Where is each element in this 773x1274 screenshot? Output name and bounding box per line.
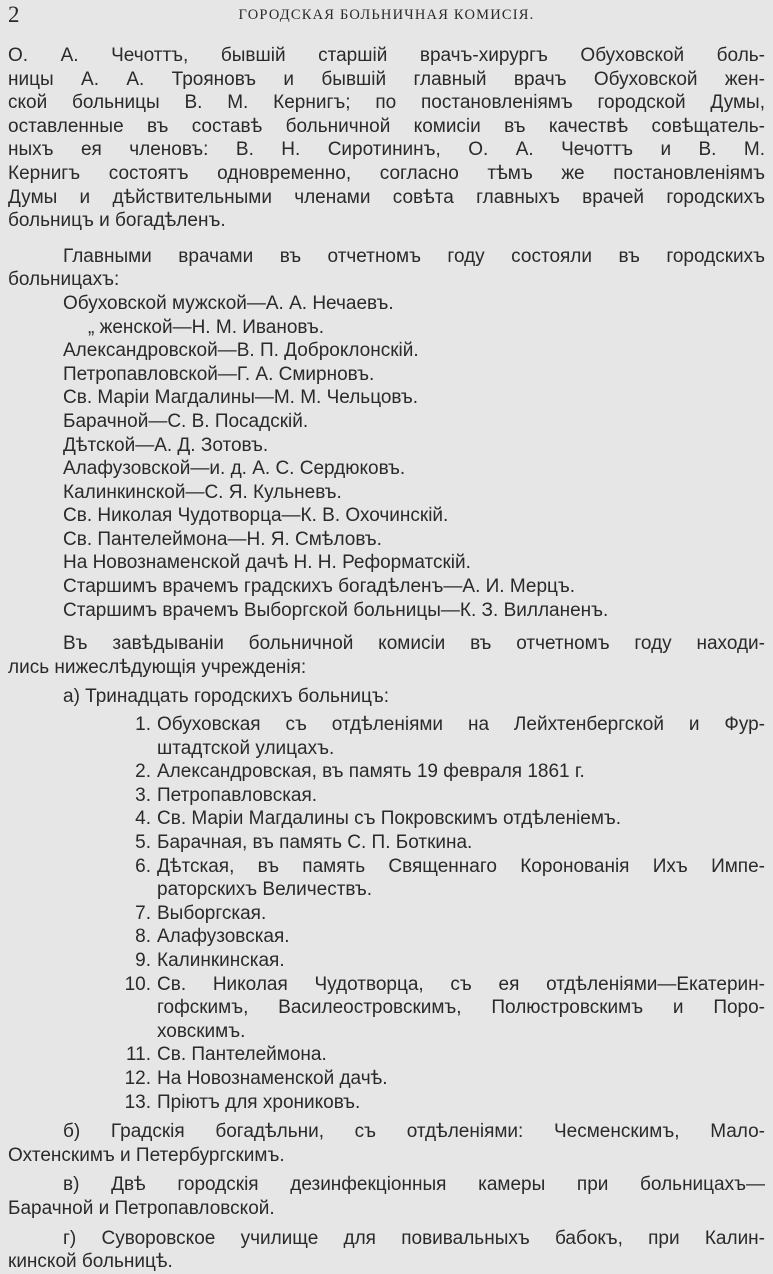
list-item: Алафузовской—и. д. А. С. Сердюковъ. bbox=[63, 458, 406, 480]
item-text: Дѣтская, въ память Священнаго Коронованія Ихъ Импе- bbox=[157, 855, 765, 877]
list-item bbox=[8, 784, 765, 808]
list-item bbox=[8, 1067, 765, 1091]
text-line: лись нижеслѣдующія учрежденія: bbox=[8, 656, 307, 678]
text-line: ницы А. А. Трояновъ и бывшій главный врачъ Обуховской жен- bbox=[8, 68, 765, 90]
list-item: Обуховской мужской—А. А. Нечаевъ. bbox=[63, 292, 394, 314]
list-item: Св. Николая Чудотворца—К. В. Охочинскій. bbox=[63, 505, 449, 527]
item-number: 11. bbox=[125, 1044, 151, 1066]
section-b bbox=[8, 1120, 765, 1167]
item-text: Св. Пантелеймона. bbox=[157, 1044, 327, 1066]
item-text-continued: гофскимъ, Василеостровскимъ, Полюстровскимъ и Поро- bbox=[157, 997, 765, 1019]
list-item: Барачной—С. В. Посадскій. bbox=[63, 410, 309, 432]
text-line: О. А. Чечоттъ, бывшій старшій врачъ-хирургъ Обуховской боль- bbox=[8, 45, 765, 66]
page-header bbox=[8, 2, 765, 32]
list-item bbox=[8, 1091, 765, 1115]
list-item bbox=[8, 902, 765, 926]
list-item: „ женской—Н. М. Ивановъ. bbox=[88, 316, 325, 338]
text-line: г) Суворовское училище для повивальныхъ бабокъ, при Калин- bbox=[63, 1227, 765, 1249]
text-line: ской больницы В. М. Кернигъ; по постановленіямъ городской Думы, bbox=[8, 92, 765, 114]
list-item: Старшимъ врачемъ градскихъ богадѣленъ—А. И. Мерцъ. bbox=[63, 576, 576, 598]
item-text: Калинкинская. bbox=[157, 949, 285, 971]
item-text-continued: штадтской улицахъ. bbox=[157, 737, 335, 759]
item-number: 8. bbox=[135, 926, 151, 948]
list-item bbox=[8, 973, 765, 997]
hospitals-list bbox=[8, 713, 765, 1114]
page-number: 2 bbox=[8, 2, 20, 27]
paragraph-commission-members bbox=[8, 44, 765, 233]
list-item: Петропавловской—Г. А. Смирновъ. bbox=[63, 363, 375, 385]
page-body bbox=[8, 44, 765, 1274]
section-g bbox=[8, 1227, 765, 1274]
item-number: 1. bbox=[135, 714, 151, 736]
item-text: Св. Николая Чудотворца, съ ея отдѣленіями—Екатерин- bbox=[157, 973, 765, 995]
item-number: 4. bbox=[135, 808, 151, 830]
list-item: Св. Маріи Магдалины—М. М. Чельцовъ. bbox=[63, 387, 419, 409]
item-text: Выборгская. bbox=[157, 902, 267, 924]
list-item bbox=[8, 807, 765, 831]
text-line: Въ завѣдываніи больничной комисіи въ отчетномъ году находи- bbox=[63, 633, 765, 655]
item-text: Св. Маріи Магдалины съ Покровскимъ отдѣленіемъ. bbox=[157, 808, 622, 830]
item-number: 2. bbox=[135, 761, 151, 783]
item-text-continued: раторскихъ Величествъ. bbox=[157, 879, 373, 901]
section-v bbox=[8, 1173, 765, 1220]
item-number: 3. bbox=[135, 784, 151, 806]
item-number: 6. bbox=[135, 855, 151, 877]
text-line: Барачной и Петропавловской. bbox=[8, 1197, 275, 1219]
text-line: кинской больницѣ. bbox=[8, 1251, 173, 1273]
paragraph-chief-doctors-intro bbox=[8, 245, 765, 292]
list-item bbox=[8, 831, 765, 855]
item-text: Барачная, въ память С. П. Боткина. bbox=[157, 832, 473, 853]
item-text: Алафузовская. bbox=[157, 926, 290, 948]
chief-doctors-list bbox=[8, 292, 765, 622]
list-item bbox=[8, 760, 765, 784]
item-number: 12. bbox=[124, 1067, 151, 1089]
item-text: На Новознаменской дачѣ. bbox=[157, 1067, 388, 1089]
list-item bbox=[8, 713, 765, 737]
text-line: Главными врачами въ отчетномъ году состояли въ городскихъ bbox=[63, 245, 765, 267]
item-number: 10. bbox=[124, 973, 151, 995]
list-item bbox=[8, 855, 765, 879]
text-line: б) Градскія богадѣльни, съ отдѣленіями: Чесменскимъ, Мало- bbox=[63, 1121, 765, 1143]
text-line: Кернигъ состоятъ одновременно, согласно тѣмъ же постановленіямъ bbox=[8, 162, 765, 184]
section-a-heading: а) Тринадцать городскихъ больницъ: bbox=[63, 686, 390, 708]
text-line: ныхъ ея членовъ: В. Н. Сиротининъ, О. А. Чечоттъ и В. М. bbox=[8, 139, 765, 161]
running-title: ГОРОДСКАЯ БОЛЬНИЧНАЯ КОМИСІЯ. bbox=[238, 7, 535, 23]
item-number: 5. bbox=[135, 832, 151, 853]
text-line: оставленные въ составѣ больничной комисіи въ качествѣ совѣщатель- bbox=[8, 115, 765, 137]
item-text-continued: ховскимъ. bbox=[157, 1020, 246, 1042]
item-number: 7. bbox=[135, 902, 151, 924]
item-text: Пріютъ для хрониковъ. bbox=[157, 1091, 361, 1113]
text-line: больницахъ: bbox=[8, 269, 120, 291]
list-item bbox=[8, 949, 765, 973]
paragraph-institutions-intro bbox=[8, 632, 765, 679]
list-item: Св. Пантелеймона—Н. Я. Смѣловъ. bbox=[63, 528, 382, 550]
text-line: Думы и дѣйствительными членами совѣта главныхъ врачей городскихъ bbox=[8, 186, 765, 208]
item-number: 9. bbox=[135, 949, 151, 971]
list-item bbox=[8, 925, 765, 949]
text-line: в) Двѣ городскія дезинфекціонныя камеры при больницахъ— bbox=[63, 1174, 765, 1196]
list-item: Калинкинской—С. Я. Кульневъ. bbox=[63, 481, 342, 503]
list-item bbox=[8, 1043, 765, 1067]
list-item: На Новознаменской дачѣ Н. Н. Реформатскій. bbox=[63, 552, 471, 574]
item-text: Александровская, въ память 19 февраля 1861 г. bbox=[157, 761, 585, 783]
text-line: Охтенскимъ и Петербургскимъ. bbox=[8, 1144, 285, 1166]
text-line: больницъ и богадѣленъ. bbox=[8, 210, 226, 232]
item-number: 13. bbox=[124, 1091, 151, 1113]
list-item: Дѣтской—А. Д. Зотовъ. bbox=[63, 434, 269, 456]
list-item: Александровской—В. П. Доброклонскій. bbox=[63, 340, 419, 362]
item-text: Обуховская съ отдѣленіями на Лейхтенбергской и Фур- bbox=[157, 714, 765, 736]
item-text: Петропавловская. bbox=[157, 784, 318, 806]
list-item: Старшимъ врачемъ Выборгской больницы—К. З. Вилланенъ. bbox=[63, 599, 609, 621]
